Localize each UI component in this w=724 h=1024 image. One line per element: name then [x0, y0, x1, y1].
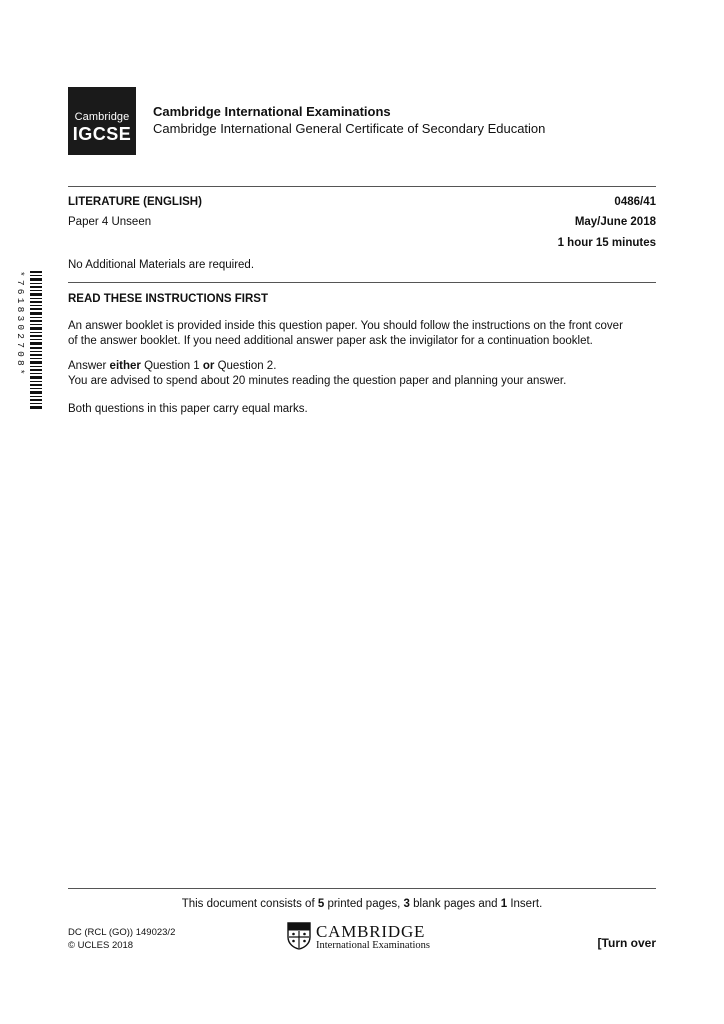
paper-title: Paper 4 Unseen [68, 216, 152, 228]
answer-prefix: Answer [68, 360, 110, 372]
answer-q1: Question 1 [140, 360, 203, 372]
instructions-paragraph-1-line-2: of the answer booklet. If you need additional answer paper ask the invigilator for a continuation booklet. [68, 335, 593, 347]
turn-over-label: [Turn over [597, 936, 656, 950]
blank-label: blank pages and [409, 898, 501, 910]
instructions-rule [68, 282, 656, 283]
logo-line-igcse: IGCSE [72, 124, 132, 144]
time-advice: You are advised to spend about 20 minutes reading the question paper and planning your answer. [68, 375, 567, 387]
dc-reference: DC (RCL (GO)) 149023/2 [68, 927, 176, 938]
materials-note: No Additional Materials are required. [68, 259, 255, 271]
answer-q2: Question 2. [214, 360, 277, 372]
printed-label: printed pages, [324, 898, 404, 910]
candidate-barcode [30, 271, 42, 411]
cambridge-wordmark: CAMBRIDGE [316, 922, 426, 941]
cambridge-wordmark-subtitle: International Examinations [316, 940, 431, 951]
answer-instruction [68, 359, 658, 374]
barcode-text: *7618302708* [15, 271, 26, 378]
paper-code: 0486/41 [614, 196, 656, 208]
page-count-statement [68, 898, 656, 910]
board-subtitle: Cambridge International General Certificate of Secondary Education [153, 121, 546, 136]
printed-page-count: 5 [317, 898, 325, 910]
cambridge-igcse-logo [68, 87, 136, 155]
cambridge-crest-icon [287, 922, 311, 950]
insert-label: Insert. [507, 898, 543, 910]
header-rule [68, 186, 656, 187]
barcode-text-container [16, 271, 26, 411]
marks-note: Both questions in this paper carry equal marks. [68, 403, 308, 415]
exam-session: May/June 2018 [574, 216, 656, 228]
answer-or: or [202, 360, 215, 372]
exam-duration: 1 hour 15 minutes [557, 237, 656, 249]
consists-prefix: This document consists of [181, 898, 318, 910]
blank-page-count: 3 [403, 898, 410, 910]
copyright-notice: © UCLES 2018 [68, 940, 134, 951]
board-name: Cambridge International Examinations [153, 104, 391, 119]
subject-title: LITERATURE (ENGLISH) [68, 196, 202, 208]
instructions-paragraph-1 [68, 319, 658, 349]
logo-line-cambridge: Cambridge [74, 111, 130, 123]
insert-count: 1 [500, 898, 508, 910]
instructions-heading: READ THESE INSTRUCTIONS FIRST [68, 293, 268, 305]
instructions-paragraph-1-line-1: An answer booklet is provided inside this question paper. You should follow the instructions on the front cover [68, 320, 623, 332]
answer-either: either [109, 360, 141, 372]
footer-rule [68, 888, 656, 889]
